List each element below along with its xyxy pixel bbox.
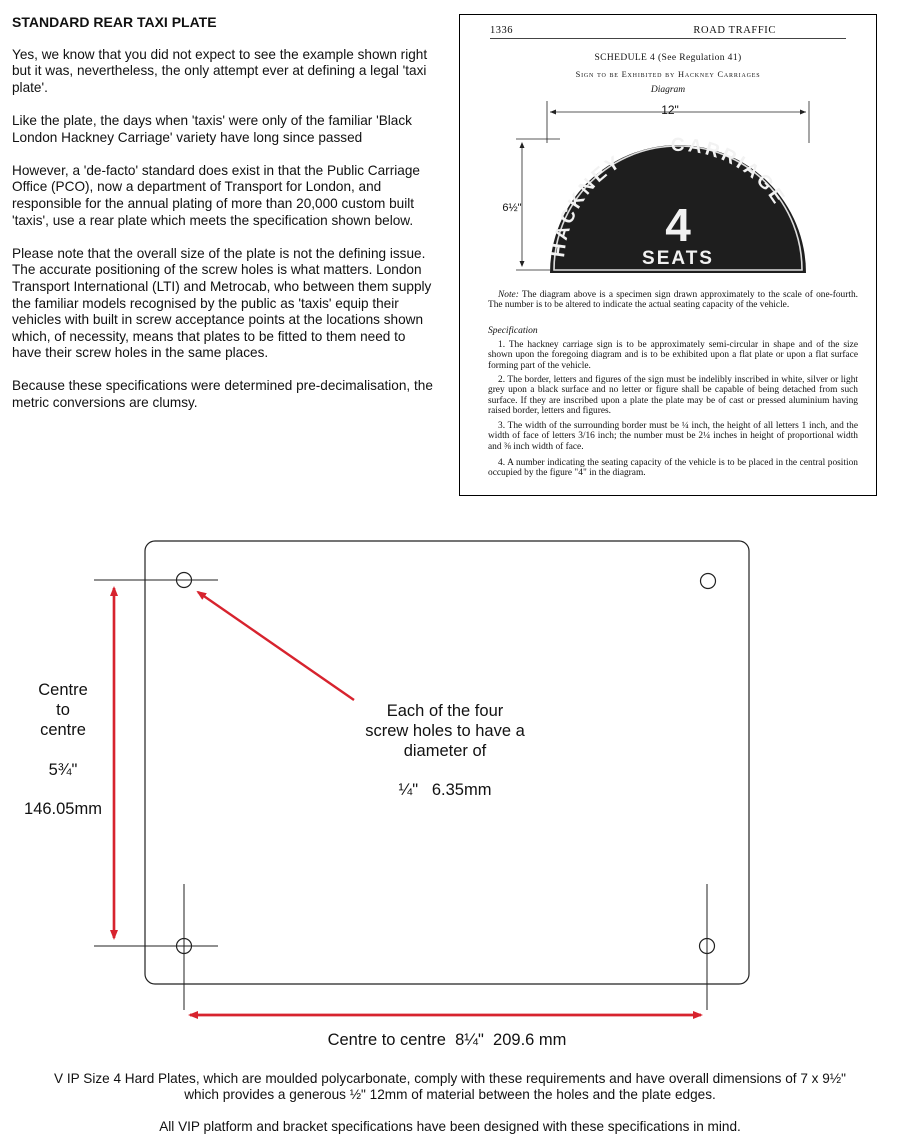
vertical-label-line-3: centre (40, 721, 86, 739)
page-title: STANDARD REAR TAXI PLATE (12, 14, 217, 30)
footer-line-1: V IP Size 4 Hard Plates, which are moulded polycarbonate, comply with these requirements and have overall dimensions of 7 x 9½" (54, 1071, 846, 1086)
scan-page-number: 1336 (490, 25, 513, 36)
hole-note-line-2: screw holes to have a (365, 722, 525, 740)
intro-paragraph-5: Because these specifications were determined pre-decimalisation, the metric conversions are clumsy. (12, 378, 433, 411)
footer-line-2: which provides a generous ½" 12mm of material between the holes and the plate edges. (184, 1087, 716, 1102)
sign-arc-right-word: CARRIAGE (670, 134, 790, 210)
width-dimension-text: 12" (661, 103, 679, 117)
sign-arc-left-word: HACKNEY (548, 151, 627, 259)
scan-clause-3-text: 3. The width of the surrounding border must be ¼ inch, the height of all letters 1 inch, and the width of face of letters 3/16 inch; the number must be 2¼ inches in height of proportional width and ⅜ inch width of face. (488, 421, 858, 452)
scan-note-lead: Note: (498, 290, 519, 300)
vertical-mm: 146.05mm (24, 800, 102, 818)
scan-clause-2-text: 2. The border, letters and figures of the sign must be indelibly inscribed in white, silver or light grey upon a black surface and no letter or figure shall be capable of being detached from such surface. If they are inscribed upon a plate the plate may be of cast or pressed aluminium having raised border, letters and figures. (488, 375, 858, 417)
footer-note: All VIP platform and bracket specifications have been designed with these specifications in mind. (159, 1119, 741, 1134)
scan-subtitle: Sign to be Exhibited by Hackney Carriages (575, 70, 761, 79)
footer-spec (0, 1071, 900, 1103)
scan-schedule: SCHEDULE 4 (See Regulation 41) (594, 53, 742, 63)
scan-spec-heading: Specification (488, 326, 538, 336)
intro-paragraph-3: However, a 'de-facto' standard does exist in that the Public Carriage Office (PCO), now a department of Transport for London, and responsible for the annual plating of more than 20,000 custom built 'taxis', use a rear plate which meets the specification shown below. (12, 162, 420, 228)
height-dimension-text: 6½" (502, 202, 522, 214)
horizontal-dimension-label: Centre to centre 8¼" 209.6 mm (327, 1031, 567, 1049)
scan-note-text: The diagram above is a specimen sign drawn approximately to the scale of one-fourth. The number is to be altered to indicate the actual seating capacity of the vehicle. (488, 290, 858, 311)
hole-note-line-3: diameter of (403, 742, 487, 760)
hole-note-line-1: Each of the four (386, 702, 504, 720)
sign-number: 4 (665, 199, 691, 251)
hole-size: ¼" 6.35mm (398, 781, 492, 799)
scan-section-title: ROAD TRAFFIC (693, 25, 776, 36)
scan-diagram-label: Diagram (650, 85, 686, 95)
screw-hole-top-right (701, 574, 716, 589)
plate-outline (145, 541, 749, 984)
vertical-label-line-1: Centre (38, 681, 88, 699)
vertical-label-line-2: to (56, 701, 70, 719)
scan-clause-4-text: 4. A number indicating the seating capacity of the vehicle is to be placed in the central position occupied by the figure "4" in the diagram. (488, 458, 858, 479)
intro-paragraph-4: Please note that the overall size of the plate is not the defining issue. The accurate positioning of the screw holes is what matters. London Transport International (LTI) and Metrocab, who between them supply the familiar models recognised by the public as 'taxis' equip their vehicles with built in screw acceptance points at the locations shown which, of necessity, means that plates to be fitted to them need to have their screw holes in the same places. (12, 245, 432, 361)
sign-seats: SEATS (642, 248, 714, 269)
scan-clause-1-text: 1. The hackney carriage sign is to be approximately semi-circular in shape and of the size shown upon the foregoing diagram and is to be exhibited upon a flat plate or upon a flat surface forming part of the vehicle. (488, 340, 858, 371)
intro-paragraph-2: Like the plate, the days when 'taxis' were only of the familiar 'Black London Hackney Carriage' variety have long since passed (12, 112, 412, 145)
intro-paragraph-1: Yes, we know that you did not expect to see the example shown right but it was, nevertheless, the only attempt ever at defining a legal 'taxi plate'. (12, 46, 428, 95)
vertical-inches: 5¾" (48, 761, 78, 779)
